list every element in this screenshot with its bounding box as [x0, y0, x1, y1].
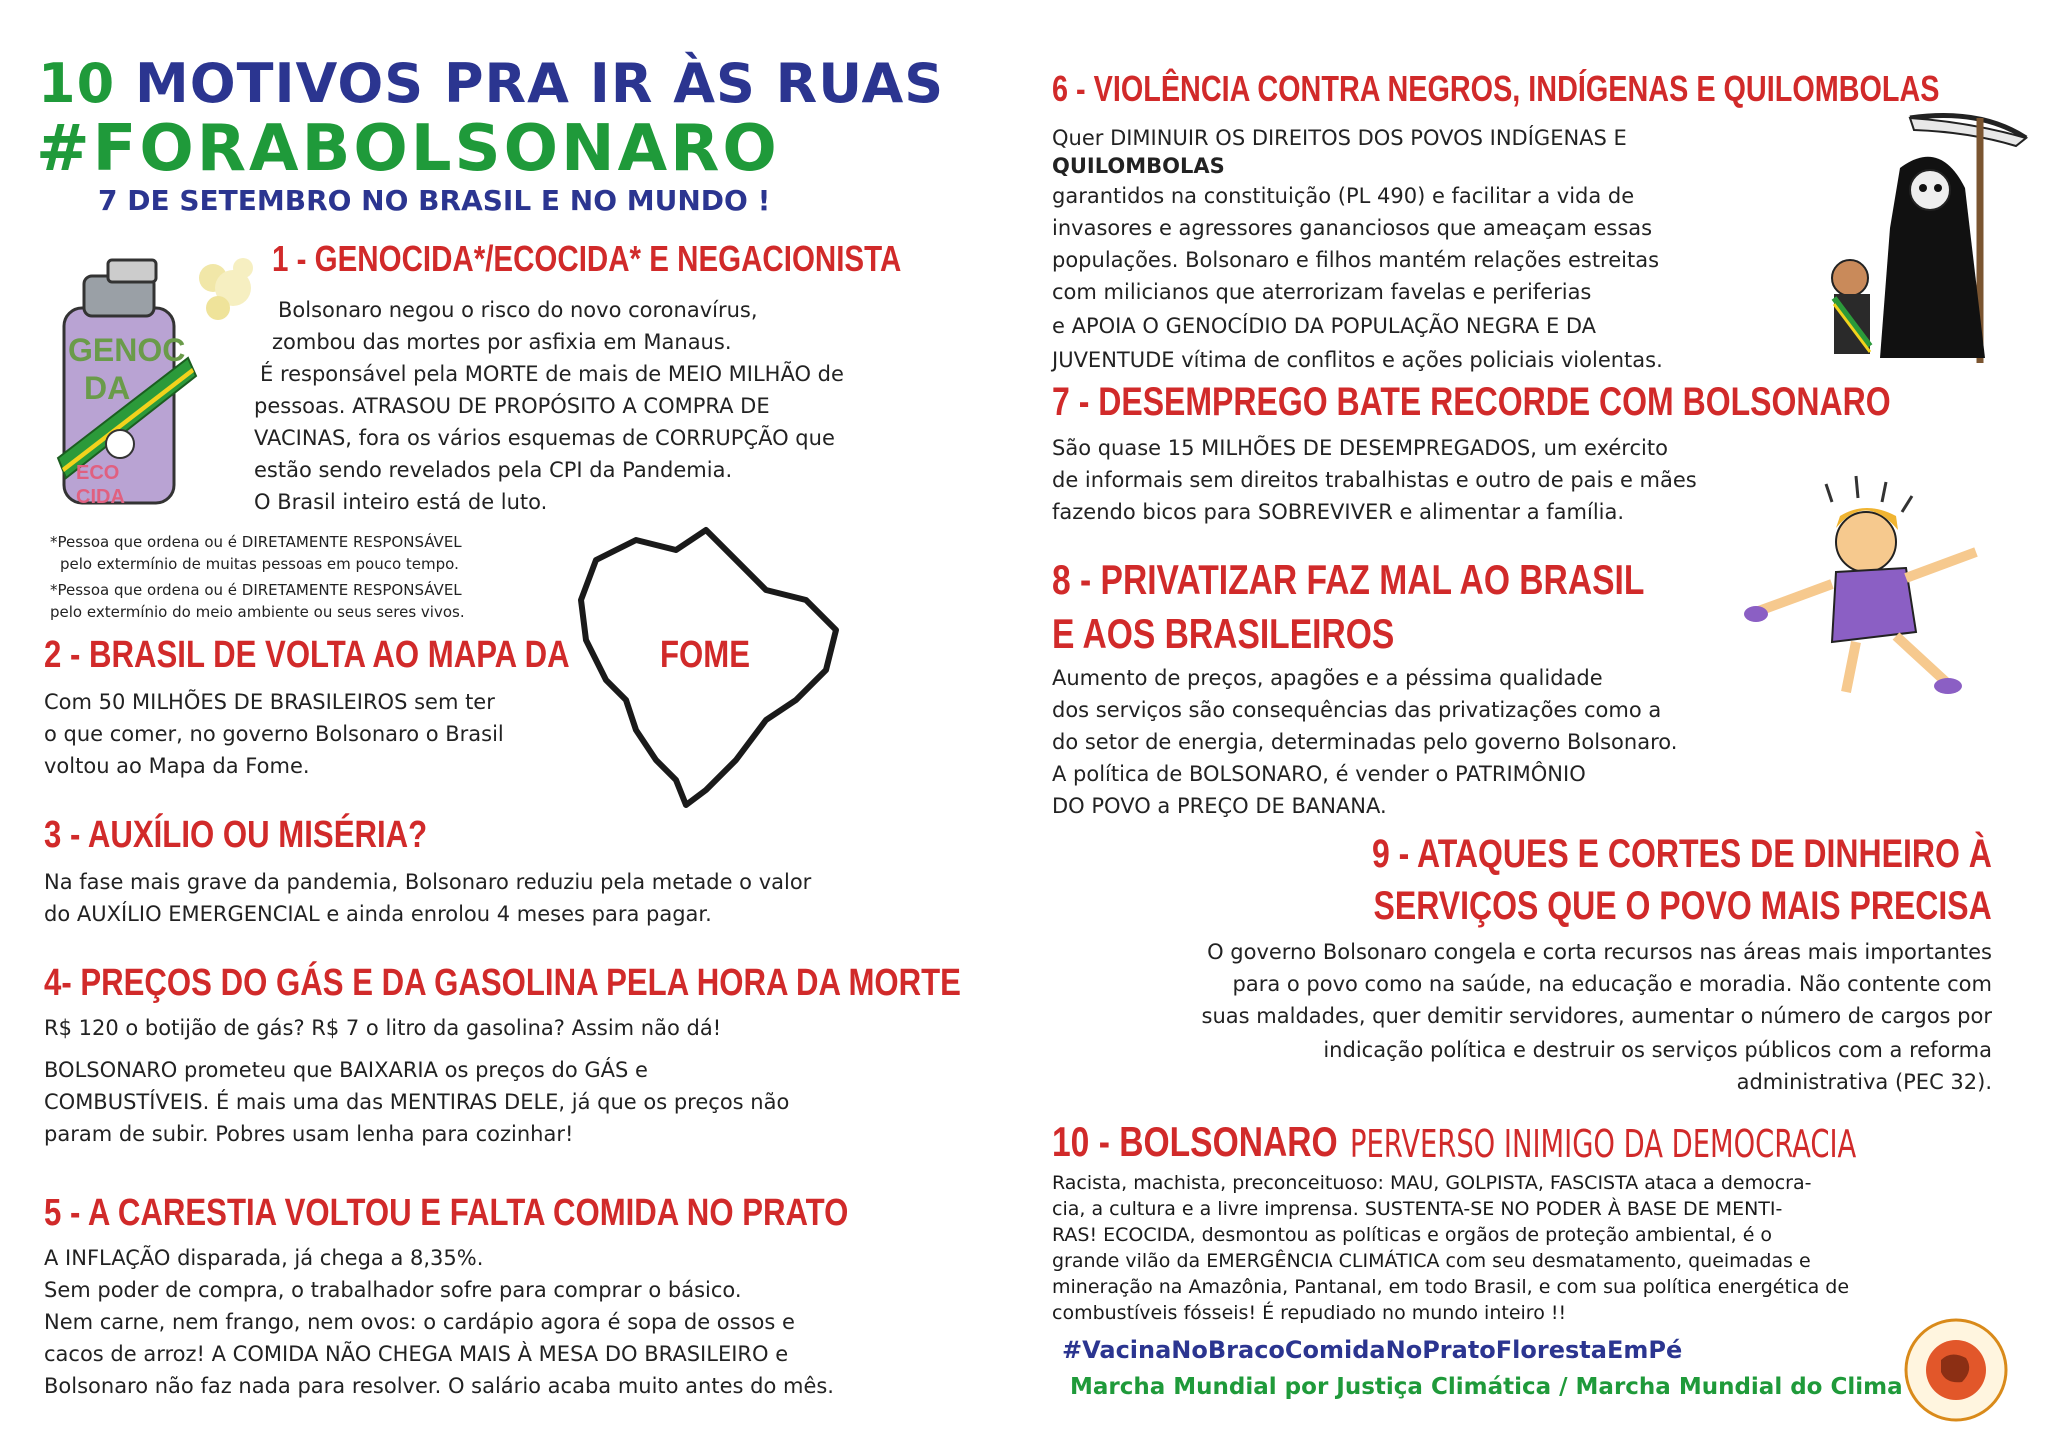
subtitle: 7 DE SETEMBRO NO BRASIL E NO MUNDO ! — [98, 184, 771, 217]
footnote-genocida-1: *Pessoa que ordena ou é DIRETAMENTE RESPONSÁVEL — [50, 533, 462, 551]
item-9-line-3: indicação política e destruir os serviços públicos com a reforma — [1323, 1038, 1992, 1062]
item-5-line-1: Sem poder de compra, o trabalhador sofre para comprar o básico. — [44, 1278, 742, 1302]
item-10-line-2: RAS! ECOCIDA, desmontou as políticas e orgãos de proteção ambiental, é o — [1052, 1224, 1773, 1246]
item-8-line-0: Aumento de preços, apagões e a péssima qualidade — [1052, 666, 1603, 690]
item-5-line-3: cacos de arroz! A COMIDA NÃO CHEGA MAIS À MESA DO BRASILEIRO e — [44, 1342, 789, 1366]
item-1-line-4: VACINAS, fora os vários esquemas de CORRUPÇÃO que — [254, 426, 835, 450]
item-4-line-1: BOLSONARO prometeu que BAIXARIA os preços do GÁS e — [44, 1058, 648, 1082]
item-6-line-0: Quer DIMINUIR OS DIREITOS DOS POVOS INDÍGENAS E — [1052, 126, 1627, 150]
item-5-line-2: Nem carne, nem frango, nem ovos: o cardápio agora é sopa de ossos e — [44, 1310, 795, 1334]
grim-reaper-illustration — [1790, 108, 2040, 368]
can-label-eco: ECO — [76, 462, 120, 484]
item-1-line-3: pessoas. ATRASOU DE PROPÓSITO A COMPRA DE — [254, 394, 770, 418]
item-2-line-0: Com 50 MILHÕES DE BRASILEIROS sem ter — [44, 690, 495, 714]
item-6-line-7: JUVENTUDE vítima de conflitos e ações policiais violentas. — [1052, 348, 1663, 372]
item-4-line-3: param de subir. Pobres usam lenha para cozinhar! — [44, 1122, 574, 1146]
item-9-line-2: suas maldades, quer demitir servidores, aumentar o número de cargos por — [1201, 1004, 1992, 1028]
item-3-line-1: do AUXÍLIO EMERGENCIAL e ainda enrolou 4 meses para pagar. — [44, 902, 712, 926]
heading-1: 1 - GENOCIDA*/ECOCIDA* E NEGACIONISTA — [272, 238, 902, 279]
item-6-line-3: invasores e agressores gananciosos que ameaçam essas — [1052, 216, 1653, 240]
heading-9-line2: SERVIÇOS QUE O POVO MAIS PRECISA — [1373, 884, 1992, 928]
page-title: 10 MOTIVOS PRA IR ÀS RUAS — [38, 52, 945, 115]
item-2-line-1: o que comer, no governo Bolsonaro o Brasil — [44, 722, 504, 746]
item-7-line-2: fazendo bicos para SOBREVIVER e alimentar a família. — [1052, 500, 1625, 524]
item-10-line-0: Racista, machista, preconceituoso: MAU, GOLPISTA, FASCISTA ataca a democra- — [1052, 1172, 1812, 1194]
heading-6: 6 - VIOLÊNCIA CONTRA NEGROS, INDÍGENAS E QUILOMBOLAS — [1052, 68, 1940, 109]
item-2-line-2: voltou ao Mapa da Fome. — [44, 754, 310, 778]
item-6-line-1: QUILOMBOLAS — [1052, 154, 1225, 178]
heading-7: 7 - DESEMPREGO BATE RECORDE COM BOLSONARO — [1052, 380, 1891, 424]
heading-8-line2: E AOS BRASILEIROS — [1052, 610, 1395, 657]
heading-2-fome: FOME — [660, 634, 751, 676]
can-label-cida: CIDA — [76, 486, 125, 508]
heading-3: 3 - AUXÍLIO OU MISÉRIA? — [44, 814, 428, 856]
heading-2: 2 - BRASIL DE VOLTA AO MAPA DA — [44, 634, 570, 676]
can-label-genocida: GENOC — [68, 332, 186, 368]
footnote-genocida-2: pelo extermínio de muitas pessoas em pouco tempo. — [60, 555, 459, 573]
item-8-line-3: A política de BOLSONARO, é vender o PATRIMÔNIO — [1052, 762, 1586, 786]
spray-can-illustration — [28, 248, 268, 518]
heading-10-b: PERVERSO INIMIGO DA DEMOCRACIA — [1350, 1122, 1857, 1166]
heading-10-a: 10 - BOLSONARO — [1052, 1118, 1338, 1165]
item-8-line-2: do setor de energia, determinadas pelo governo Bolsonaro. — [1052, 730, 1678, 754]
item-1-line-2: É responsável pela MORTE de mais de MEIO MILHÃO de — [260, 362, 844, 386]
item-9-line-1: para o povo como na saúde, na educação e moradia. Não contente com — [1232, 972, 1992, 996]
item-6-line-5: com milicianos que aterrorizam favelas e periferias — [1052, 280, 1592, 304]
item-10-line-3: grande vilão da EMERGÊNCIA CLIMÁTICA com seu desmatamento, queimadas e — [1052, 1250, 1811, 1272]
footnote-ecocida-2: pelo extermínio do meio ambiente ou seus seres vivos. — [50, 603, 465, 621]
heading-9: 9 - ATAQUES E CORTES DE DINHEIRO À — [1372, 832, 1992, 876]
item-8-line-1: dos serviços são consequências das privatizações como a — [1052, 698, 1662, 722]
item-8-line-4: DO POVO a PREÇO DE BANANA. — [1052, 794, 1387, 818]
heading-8: 8 - PRIVATIZAR FAZ MAL AO BRASIL — [1052, 556, 1645, 603]
item-1-line-0: Bolsonaro negou o risco do novo coronavírus, — [278, 298, 758, 322]
heading-4: 4- PREÇOS DO GÁS E DA GASOLINA PELA HORA DA MORTE — [44, 962, 961, 1004]
item-1-line-1: zombou das mortes por asfixia em Manaus. — [272, 330, 732, 354]
item-6-line-4: populações. Bolsonaro e filhos mantém relações estreitas — [1052, 248, 1660, 272]
item-1-line-5: estão sendo revelados pela CPI da Pandemia. — [254, 458, 733, 482]
item-10-line-1: cia, a cultura e a livre imprensa. SUSTENTA-SE NO PODER À BASE DE MENTI- — [1052, 1198, 1783, 1220]
item-7-line-0: São quase 15 MILHÕES DE DESEMPREGADOS, um exército — [1052, 436, 1668, 460]
heading-5: 5 - A CARESTIA VOLTOU E FALTA COMIDA NO PRATO — [44, 1192, 849, 1234]
item-9-line-0: O governo Bolsonaro congela e corta recursos nas áreas mais importantes — [1207, 940, 1992, 964]
item-7-line-1: de informais sem direitos trabalhistas e outro de pais e mães — [1052, 468, 1697, 492]
item-1-line-6: O Brasil inteiro está de luto. — [254, 490, 548, 514]
item-5-line-0: A INFLAÇÃO disparada, já chega a 8,35%. — [44, 1246, 484, 1270]
hashtag-title: #FORABOLSONARO — [36, 112, 780, 186]
item-5-line-4: Bolsonaro não faz nada para resolver. O salário acaba muito antes do mês. — [44, 1374, 834, 1398]
item-6-line-6: e APOIA O GENOCÍDIO DA POPULAÇÃO NEGRA E DA — [1052, 314, 1597, 338]
item-4-line-2: COMBUSTÍVEIS. É mais uma das MENTIRAS DELE, já que os preços não — [44, 1090, 790, 1114]
item-10-line-4: mineração na Amazônia, Pantanal, em todo Brasil, e com sua política energética de — [1052, 1276, 1850, 1298]
item-4-line-0: R$ 120 o botijão de gás? R$ 7 o litro da gasolina? Assim não dá! — [44, 1016, 722, 1040]
marcha-logo — [1896, 1310, 2016, 1430]
item-9-line-4: administrativa (PEC 32). — [1736, 1070, 1992, 1094]
item-10-line-5: combustíveis fósseis! É repudiado no mundo inteiro !! — [1052, 1302, 1567, 1324]
can-label-da: DA — [84, 370, 131, 406]
item-6-line-2: garantidos na constituição (PL 490) e facilitar a vida de — [1052, 184, 1635, 208]
footnote-ecocida-1: *Pessoa que ordena ou é DIRETAMENTE RESPONSÁVEL — [50, 581, 462, 599]
item-3-line-0: Na fase mais grave da pandemia, Bolsonaro reduziu pela metade o valor — [44, 870, 812, 894]
footer-hashtags: #VacinaNoBracoComidaNoPratoFlorestaEmPé — [1062, 1336, 1683, 1364]
footer-signature: Marcha Mundial por Justiça Climática / Marcha Mundial do Clima — [1070, 1374, 1903, 1400]
distressed-woman-illustration — [1736, 472, 2006, 702]
